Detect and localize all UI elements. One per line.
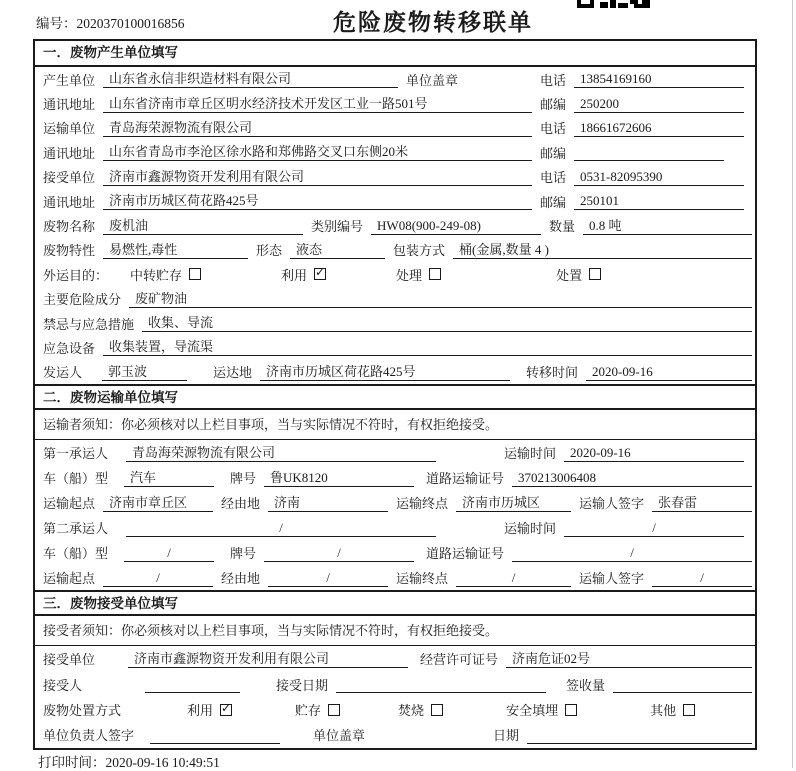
field-value: 易燃性,毒性 bbox=[109, 241, 178, 257]
form-row bbox=[35, 140, 755, 164]
field-value: 济南市鑫源物资开发利用有限公司 bbox=[134, 650, 330, 666]
document-number-label: 编号： bbox=[36, 16, 77, 31]
field-value: / bbox=[630, 544, 634, 560]
checkbox-unchecked bbox=[431, 704, 443, 716]
field-label: 通讯地址 bbox=[43, 194, 96, 210]
checkbox-unchecked bbox=[589, 268, 601, 280]
field-value: 山东省永信非织造材料有限公司 bbox=[109, 71, 292, 87]
field-value: 济南市章丘区 bbox=[109, 494, 188, 510]
field-underline bbox=[512, 544, 752, 562]
form-row bbox=[35, 697, 755, 722]
field-label: 运输时间 bbox=[503, 521, 556, 537]
checkbox-label: 安全填埋 bbox=[506, 703, 559, 719]
field-label: 运输起点 bbox=[43, 496, 96, 512]
form-row bbox=[35, 360, 755, 384]
field-label: 电话 bbox=[539, 121, 566, 137]
checkbox-label: 利用 bbox=[281, 267, 308, 283]
field-underline bbox=[574, 119, 744, 137]
form-row bbox=[35, 722, 755, 747]
field-value: / bbox=[167, 544, 171, 560]
checkbox-option bbox=[506, 700, 577, 719]
field-label: 运输时间 bbox=[503, 446, 556, 462]
field-label: 电话 bbox=[539, 170, 566, 186]
field-value: 2020-09-16 bbox=[592, 363, 653, 379]
print-time-value: 2020-09-16 10:49:51 bbox=[105, 755, 220, 770]
field-value: / bbox=[279, 519, 283, 535]
field-underline bbox=[613, 675, 752, 693]
form-row bbox=[35, 646, 755, 671]
document-number bbox=[36, 12, 185, 32]
field-label: 牌号 bbox=[230, 471, 257, 487]
form-row bbox=[35, 238, 755, 262]
field-value: 收集、导流 bbox=[148, 315, 214, 331]
checkbox-checked bbox=[314, 265, 326, 280]
field-underline bbox=[103, 119, 532, 137]
form-row bbox=[35, 91, 755, 115]
field-underline bbox=[129, 290, 752, 308]
field-label: 第二承运人 bbox=[43, 521, 109, 537]
field-underline bbox=[456, 569, 571, 587]
field-value: 济南市历城区 bbox=[462, 494, 541, 510]
field-underline bbox=[102, 363, 187, 381]
form-row bbox=[35, 213, 755, 237]
form-row bbox=[35, 515, 755, 540]
check-icon: ✓ bbox=[221, 700, 232, 715]
form-row bbox=[35, 440, 755, 465]
field-value: 18661672606 bbox=[580, 119, 652, 135]
field-label: 邮编 bbox=[539, 145, 566, 161]
field-value: 0.8 吨 bbox=[589, 217, 622, 233]
checkbox-option bbox=[556, 265, 601, 284]
field-label: 产生单位 bbox=[43, 72, 96, 88]
print-time bbox=[38, 751, 220, 771]
checkbox-option bbox=[295, 700, 340, 719]
field-value: 济南市历城区荷花路425号 bbox=[266, 363, 416, 379]
form-row bbox=[35, 311, 755, 335]
form-row bbox=[35, 116, 755, 140]
field-label: 运达地 bbox=[213, 365, 253, 381]
field-underline bbox=[371, 217, 541, 235]
field-value: 废机油 bbox=[109, 217, 149, 233]
page-edge-line bbox=[792, 0, 793, 768]
field-underline bbox=[103, 338, 752, 356]
field-value: 郭玉波 bbox=[108, 363, 148, 379]
field-label: 发运人 bbox=[43, 365, 83, 381]
field-underline bbox=[336, 675, 546, 693]
field-label: 废物特性 bbox=[43, 243, 96, 259]
field-label: 车（船）型 bbox=[43, 546, 109, 562]
field-label: 包装方式 bbox=[393, 243, 446, 259]
field-label: 禁忌与应急措施 bbox=[43, 316, 135, 332]
field-value: / bbox=[652, 519, 656, 535]
checkbox-unchecked bbox=[328, 704, 340, 716]
field-value: 济南危证02号 bbox=[512, 650, 591, 666]
field-label: 运输起点 bbox=[43, 571, 96, 587]
field-value: / bbox=[156, 569, 160, 585]
checkbox-label: 利用 bbox=[187, 703, 214, 719]
form-row bbox=[35, 540, 755, 565]
field-underline bbox=[652, 494, 752, 512]
field-label: 转移时间 bbox=[526, 365, 579, 381]
checkbox-option bbox=[650, 700, 695, 719]
field-value: 济南市历城区荷花路425号 bbox=[109, 193, 259, 209]
field-underline bbox=[564, 519, 744, 537]
field-underline bbox=[652, 569, 752, 587]
field-value: 济南 bbox=[274, 494, 301, 510]
form-section-2 bbox=[35, 384, 755, 590]
checkbox-option bbox=[281, 265, 326, 284]
field-underline bbox=[103, 168, 532, 186]
field-value: / bbox=[511, 569, 516, 585]
field-underline bbox=[103, 192, 532, 210]
field-label: 道路运输证号 bbox=[426, 471, 505, 487]
checkbox-unchecked bbox=[429, 268, 441, 280]
field-value: 青岛海荣源物流有限公司 bbox=[132, 444, 276, 460]
form-row bbox=[35, 490, 755, 515]
checkbox-option bbox=[396, 265, 441, 284]
field-underline bbox=[128, 650, 408, 668]
field-label: 类别编号 bbox=[311, 219, 364, 235]
field-underline bbox=[264, 544, 414, 562]
field-label: 单位负责人签字 bbox=[43, 728, 135, 744]
field-value: 青岛海荣源物流有限公司 bbox=[109, 119, 253, 135]
field-underline bbox=[103, 95, 532, 113]
field-value: 250101 bbox=[580, 193, 619, 209]
checkbox-unchecked bbox=[565, 704, 577, 716]
checkbox-option bbox=[187, 700, 232, 719]
notice-text: 运输者须知：你必须核对以上栏目事项，当与实际情况不符时，有权拒绝接受。 bbox=[35, 410, 755, 440]
field-label: 数量 bbox=[549, 219, 576, 235]
field-value: / bbox=[326, 569, 330, 585]
field-value: 2020-09-16 bbox=[570, 444, 631, 460]
field-label: 单位盖章 bbox=[406, 72, 459, 88]
field-label: 单位盖章 bbox=[313, 728, 366, 744]
field-underline bbox=[124, 544, 214, 562]
field-underline bbox=[453, 241, 752, 259]
field-value: 液态 bbox=[296, 241, 323, 257]
field-underline bbox=[586, 363, 752, 381]
field-underline bbox=[142, 314, 752, 332]
field-label: 经由地 bbox=[221, 571, 261, 587]
field-underline bbox=[506, 650, 752, 668]
checkbox-label: 处理 bbox=[396, 267, 423, 283]
document-number-value: 2020370100016856 bbox=[76, 16, 185, 31]
field-value: 13854169160 bbox=[580, 71, 652, 87]
field-label: 运输人签字 bbox=[579, 571, 645, 587]
field-value: 废矿物油 bbox=[135, 290, 188, 306]
field-value: 鲁UK8120 bbox=[270, 469, 328, 485]
field-value: 收集装置，导流渠 bbox=[109, 339, 214, 355]
field-value: 张春雷 bbox=[658, 494, 698, 510]
field-label: 道路运输证号 bbox=[426, 546, 505, 562]
field-label: 主要危险成分 bbox=[43, 292, 122, 308]
field-label: 接受单位 bbox=[43, 170, 96, 186]
print-time-label: 打印时间： bbox=[38, 755, 106, 770]
field-label: 运输终点 bbox=[396, 571, 449, 587]
field-underline bbox=[268, 494, 388, 512]
field-label: 外运目的： bbox=[43, 267, 109, 283]
field-underline bbox=[126, 444, 436, 462]
field-value: 山东省济南市章丘区明水经济技术开发区工业一路501号 bbox=[109, 95, 428, 111]
field-label: 邮编 bbox=[539, 97, 566, 113]
field-underline bbox=[574, 192, 744, 210]
checkbox-label: 贮存 bbox=[295, 703, 322, 719]
field-underline bbox=[527, 726, 752, 744]
checkbox-label: 处置 bbox=[556, 267, 583, 283]
field-underline bbox=[145, 675, 240, 693]
field-label: 接受人 bbox=[43, 677, 83, 693]
form-row bbox=[35, 671, 755, 696]
field-label: 签收量 bbox=[566, 677, 606, 693]
field-label: 废物处置方式 bbox=[43, 703, 122, 719]
field-value: HW08(900-249-08) bbox=[377, 217, 482, 233]
check-icon: ✓ bbox=[315, 265, 326, 280]
checkbox-label: 其他 bbox=[650, 703, 677, 719]
checkbox-checked bbox=[220, 700, 232, 716]
field-underline bbox=[512, 469, 752, 487]
form-row bbox=[35, 262, 755, 286]
field-underline bbox=[583, 217, 752, 235]
field-label: 接受日期 bbox=[276, 677, 329, 693]
field-value: 济南市鑫源物资开发利用有限公司 bbox=[109, 168, 305, 184]
checkbox-unchecked bbox=[683, 704, 695, 716]
field-underline bbox=[103, 494, 213, 512]
field-label: 通讯地址 bbox=[43, 97, 96, 113]
field-label: 通讯地址 bbox=[43, 145, 96, 161]
field-value: 汽车 bbox=[130, 469, 157, 485]
form-row bbox=[35, 565, 755, 590]
field-label: 废物名称 bbox=[43, 219, 96, 235]
notice-text: 接受者须知：你必须核对以上栏目事项，当与实际情况不符时，有权拒绝接受。 bbox=[35, 616, 755, 646]
field-label: 日期 bbox=[493, 728, 520, 744]
field-label: 电话 bbox=[539, 72, 566, 88]
field-underline bbox=[126, 519, 436, 537]
transfer-form-table bbox=[33, 39, 757, 750]
field-value: 250200 bbox=[580, 95, 619, 111]
field-underline bbox=[290, 241, 385, 259]
field-label: 运输终点 bbox=[396, 496, 449, 512]
field-label: 邮编 bbox=[539, 194, 566, 210]
section-header-1: 一．废物产生单位填写 bbox=[35, 41, 755, 67]
field-value: / bbox=[337, 544, 341, 560]
field-underline bbox=[574, 95, 744, 113]
field-underline bbox=[124, 469, 214, 487]
checkbox-option bbox=[398, 700, 443, 719]
form-row bbox=[35, 165, 755, 189]
form-section-1 bbox=[35, 41, 755, 384]
field-label: 车（船）型 bbox=[43, 471, 109, 487]
field-label: 运输人签字 bbox=[579, 496, 645, 512]
form-row bbox=[35, 67, 755, 91]
field-underline bbox=[103, 70, 398, 88]
field-underline bbox=[574, 70, 744, 88]
field-underline bbox=[103, 569, 213, 587]
checkbox-option bbox=[130, 265, 201, 284]
field-label: 第一承运人 bbox=[43, 446, 109, 462]
form-row bbox=[35, 287, 755, 311]
field-value: / bbox=[700, 569, 704, 585]
field-underline bbox=[103, 217, 303, 235]
field-label: 运输单位 bbox=[43, 121, 96, 137]
field-underline bbox=[260, 363, 510, 381]
page-title: 危险废物转移联单 bbox=[333, 10, 533, 35]
field-underline bbox=[264, 469, 414, 487]
field-label: 牌号 bbox=[230, 546, 257, 562]
field-value: 桶(金属,数量 4 ) bbox=[459, 241, 549, 257]
section-header-2: 二．废物运输单位填写 bbox=[35, 384, 755, 410]
field-label: 形态 bbox=[256, 243, 283, 259]
checkbox-label: 焚烧 bbox=[398, 703, 425, 719]
field-label: 接受单位 bbox=[43, 652, 96, 668]
form-section-3 bbox=[35, 590, 755, 748]
field-underline bbox=[456, 494, 571, 512]
field-underline bbox=[103, 241, 248, 259]
field-underline bbox=[268, 569, 388, 587]
field-label: 应急设备 bbox=[43, 340, 96, 356]
field-underline bbox=[103, 143, 532, 161]
field-value: 山东省青岛市李沧区徐水路和郑佛路交叉口东侧20米 bbox=[109, 144, 409, 160]
field-underline bbox=[574, 143, 724, 161]
field-value: 370213006408 bbox=[518, 469, 597, 485]
checkbox-label: 中转贮存 bbox=[130, 267, 183, 283]
form-row bbox=[35, 189, 755, 213]
form-row bbox=[35, 335, 755, 359]
checkbox-unchecked bbox=[189, 268, 201, 280]
form-row bbox=[35, 465, 755, 490]
field-label: 经营许可证号 bbox=[420, 652, 499, 668]
field-value: 0531-82095390 bbox=[580, 168, 663, 184]
field-underline bbox=[574, 168, 744, 186]
field-underline bbox=[150, 726, 280, 744]
field-underline bbox=[564, 444, 744, 462]
qr-code-fragment bbox=[577, 0, 651, 9]
section-header-3: 三．废物接受单位填写 bbox=[35, 590, 755, 616]
field-label: 经由地 bbox=[221, 496, 261, 512]
